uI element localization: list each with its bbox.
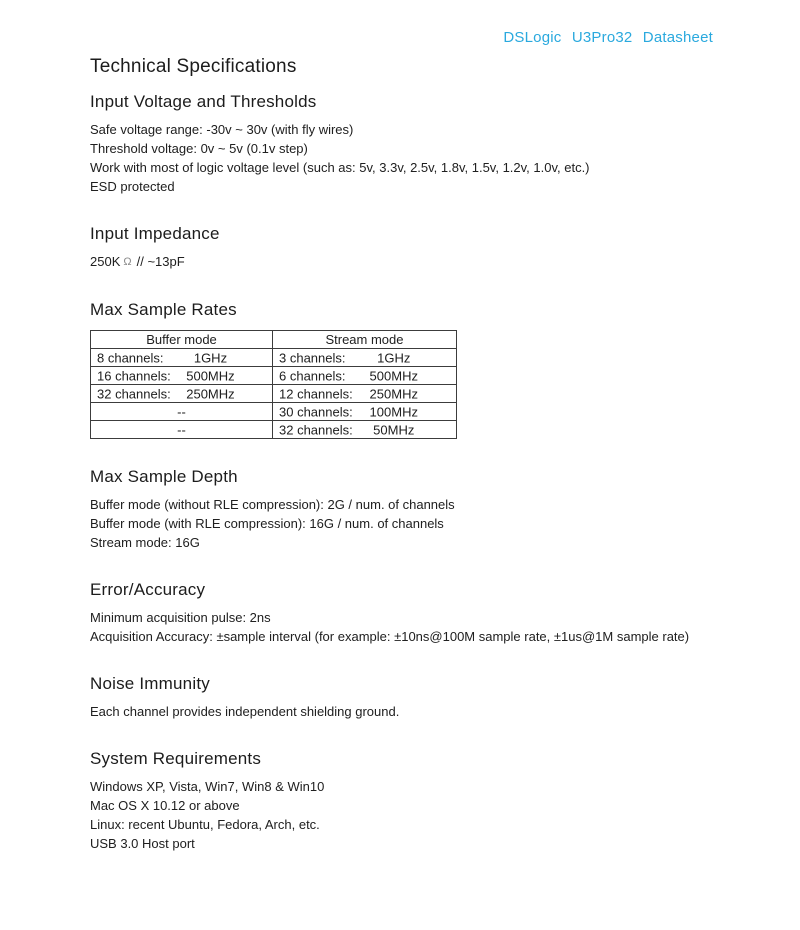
spec-line: Buffer mode (with RLE compression): 16G / num. of channels: [90, 516, 444, 531]
impedance-resistance: 250K: [90, 254, 121, 269]
table-row: [91, 385, 457, 403]
table-cell-buffer-empty: [91, 403, 273, 421]
table-header-buffer-mode: Buffer mode: [91, 331, 273, 349]
spec-line: Buffer mode (without RLE compression): 2G / num. of channels: [90, 497, 455, 512]
cell-value: 50MHz: [373, 422, 415, 437]
table-cell-stream: [273, 403, 457, 421]
cell-label: 32 channels:: [97, 386, 171, 401]
section-heading-max-sample-depth: Max Sample Depth: [90, 467, 238, 486]
cell-label: 3 channels:: [279, 350, 346, 365]
spec-line: Windows XP, Vista, Win7, Win8 & Win10: [90, 779, 325, 794]
cell-label: 12 channels:: [279, 386, 353, 401]
cell-label: 30 channels:: [279, 404, 353, 419]
spec-line: Linux: recent Ubuntu, Fedora, Arch, etc.: [90, 817, 320, 832]
spec-line: Stream mode: 16G: [90, 535, 200, 550]
impedance-value-line: [90, 252, 715, 272]
section-heading-error-accuracy: Error/Accuracy: [90, 580, 206, 599]
cell-value: --: [177, 422, 186, 437]
spec-line: Each channel provides independent shielding ground.: [90, 704, 400, 719]
cell-label: 32 channels:: [279, 422, 353, 437]
cell-value: 250MHz: [186, 386, 235, 401]
spec-line: Work with most of logic voltage level (such as: 5v, 3.3v, 2.5v, 1.8v, 1.5v, 1.2v, 1.0v, etc.): [90, 160, 590, 175]
page-content: [90, 0, 715, 853]
spec-line: Threshold voltage: 0v ~ 5v (0.1v step): [90, 141, 308, 156]
section-heading-noise-immunity: Noise Immunity: [90, 674, 210, 693]
cell-label: 8 channels:: [97, 350, 164, 365]
cell-value: 500MHz: [186, 368, 235, 383]
table-cell-buffer: [91, 349, 273, 367]
spec-line: Acquisition Accuracy: ±sample interval (for example: ±10ns@100M sample rate, ±1us@1M sample rate): [90, 629, 690, 644]
table-header-stream-mode: Stream mode: [273, 331, 457, 349]
table-cell-buffer: [91, 367, 273, 385]
spec-line: Minimum acquisition pulse: 2ns: [90, 610, 271, 625]
table-cell-stream: [273, 367, 457, 385]
table-cell-stream: [273, 349, 457, 367]
section-heading-input-impedance: Input Impedance: [90, 224, 220, 243]
spec-line: ESD protected: [90, 179, 175, 194]
table-row: [91, 349, 457, 367]
table-row: [91, 421, 457, 439]
page-title: Technical Specifications: [90, 56, 297, 77]
cell-value: --: [177, 404, 186, 419]
table-row: [91, 403, 457, 421]
table-cell-buffer-empty: [91, 421, 273, 439]
cell-label: 16 channels:: [97, 368, 171, 383]
section-heading-max-sample-rates: Max Sample Rates: [90, 300, 237, 319]
cell-value: 100MHz: [369, 404, 418, 419]
section-heading-system-requirements: System Requirements: [90, 749, 262, 768]
table-cell-buffer: [91, 385, 273, 403]
impedance-capacitance: // ~13pF: [136, 254, 185, 269]
cell-value: 1GHz: [193, 350, 228, 365]
cell-value: 250MHz: [369, 386, 418, 401]
ohm-symbol: Ω: [123, 256, 132, 268]
table-row: [91, 367, 457, 385]
cell-value: 1GHz: [377, 350, 411, 365]
table-header-row: [91, 331, 457, 349]
cell-value: 500MHz: [369, 368, 418, 383]
sample-rates-table: [90, 330, 457, 439]
spec-line: USB 3.0 Host port: [90, 836, 195, 851]
cell-label: 6 channels:: [279, 368, 346, 383]
spec-line: Mac OS X 10.12 or above: [90, 798, 240, 813]
table-cell-stream: [273, 421, 457, 439]
spec-line: Safe voltage range: -30v ~ 30v (with fly wires): [90, 122, 354, 137]
section-heading-input-voltage: Input Voltage and Thresholds: [90, 92, 317, 111]
table-cell-stream: [273, 385, 457, 403]
datasheet-header-title: DSLogic U3Pro32 Datasheet: [503, 29, 713, 46]
